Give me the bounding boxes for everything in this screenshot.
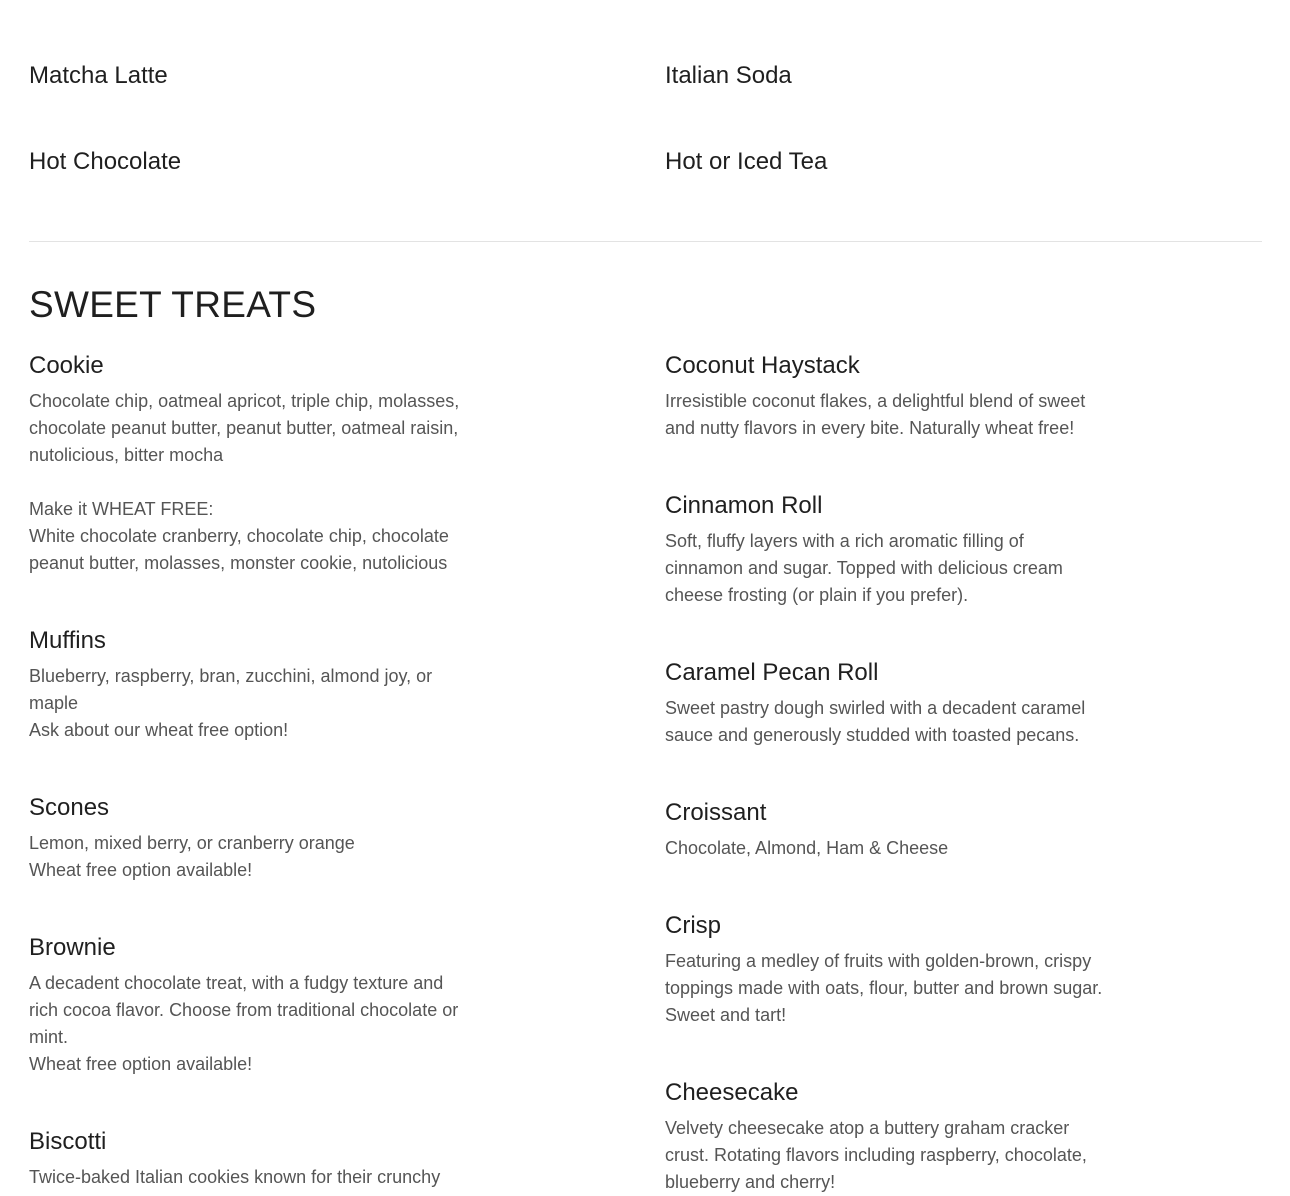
menu-item-biscotti	[29, 1128, 469, 1191]
item-description: Soft, fluffy layers with a rich aromatic filling of cinnamon and sugar. Topped with delicious cream cheese frosting (or plain if you prefer).	[665, 531, 1063, 605]
item-note: Ask about our wheat free option!	[29, 720, 289, 740]
wheat-free-label: Make it WHEAT FREE:	[29, 499, 214, 519]
item-name: Crisp	[665, 912, 722, 939]
menu-item-brownie	[29, 934, 469, 1078]
item-description-text: A decadent chocolate treat, with a fudgy texture and rich cocoa flavor. Choose from traditional chocolate or mint.	[29, 973, 459, 1047]
item-name: Brownie	[29, 934, 116, 961]
menu-item-caramel-pecan-roll	[665, 659, 1105, 749]
drink-hot-or-iced-tea: Hot or Iced Tea	[665, 148, 828, 175]
item-description	[29, 388, 469, 577]
drink-italian-soda: Italian Soda	[665, 62, 792, 89]
item-name: Caramel Pecan Roll	[665, 659, 879, 686]
item-description: Sweet pastry dough swirled with a decadent caramel sauce and generously studded with toasted pecans.	[665, 698, 1086, 745]
description-spacer	[29, 469, 469, 496]
item-name: Muffins	[29, 627, 106, 654]
item-name: Cookie	[29, 352, 104, 379]
item-description: Featuring a medley of fruits with golden-brown, crispy toppings made with oats, flour, butter and brown sugar. Sweet and tart!	[665, 951, 1103, 1025]
menu-item-scones	[29, 794, 469, 884]
menu-item-muffins	[29, 627, 469, 744]
item-description: Chocolate, Almond, Ham & Cheese	[665, 838, 949, 858]
section-title: SWEET TREATS	[29, 284, 317, 325]
item-name: Croissant	[665, 799, 767, 826]
menu-item-coconut-haystack	[665, 352, 1105, 442]
drink-hot-chocolate: Hot Chocolate	[29, 148, 182, 175]
item-description: Velvety cheesecake atop a buttery graham cracker crust. Rotating flavors including raspberry, chocolate, blueberry and cherry!	[665, 1118, 1087, 1192]
item-description	[29, 1164, 469, 1191]
menu-item-cinnamon-roll	[665, 492, 1105, 609]
item-name: Cinnamon Roll	[665, 492, 823, 519]
item-description: Irresistible coconut flakes, a delightful blend of sweet and nutty flavors in every bite. Naturally wheat free!	[665, 391, 1086, 438]
menu-item-cookie	[29, 352, 469, 577]
menu-item-cheesecake	[665, 1079, 1105, 1196]
item-note: Wheat free option available!	[29, 1054, 253, 1074]
item-name: Cheesecake	[665, 1079, 799, 1106]
wheat-free-description: White chocolate cranberry, chocolate chip, chocolate peanut butter, molasses, monster cookie, nutolicious	[29, 526, 449, 573]
menu-item-croissant	[665, 799, 1105, 862]
item-description-text: Twice-baked Italian cookies known for their crunchy	[29, 1167, 441, 1187]
item-name: Biscotti	[29, 1128, 107, 1155]
item-description	[29, 830, 469, 884]
menu-item-crisp	[665, 912, 1105, 1029]
item-description-text: Lemon, mixed berry, or cranberry orange	[29, 833, 355, 853]
section-divider	[29, 241, 1262, 242]
item-name: Scones	[29, 794, 110, 821]
item-note: Wheat free option available!	[29, 860, 253, 880]
drink-matcha-latte: Matcha Latte	[29, 62, 168, 89]
item-name: Coconut Haystack	[665, 352, 860, 379]
item-description	[29, 970, 469, 1078]
item-description-text: Blueberry, raspberry, bran, zucchini, almond joy, or maple	[29, 666, 433, 713]
item-description-text: Chocolate chip, oatmeal apricot, triple chip, molasses, chocolate peanut butter, peanut butter, oatmeal raisin, nutolicious, bitter mocha	[29, 391, 460, 465]
item-description	[29, 663, 469, 744]
